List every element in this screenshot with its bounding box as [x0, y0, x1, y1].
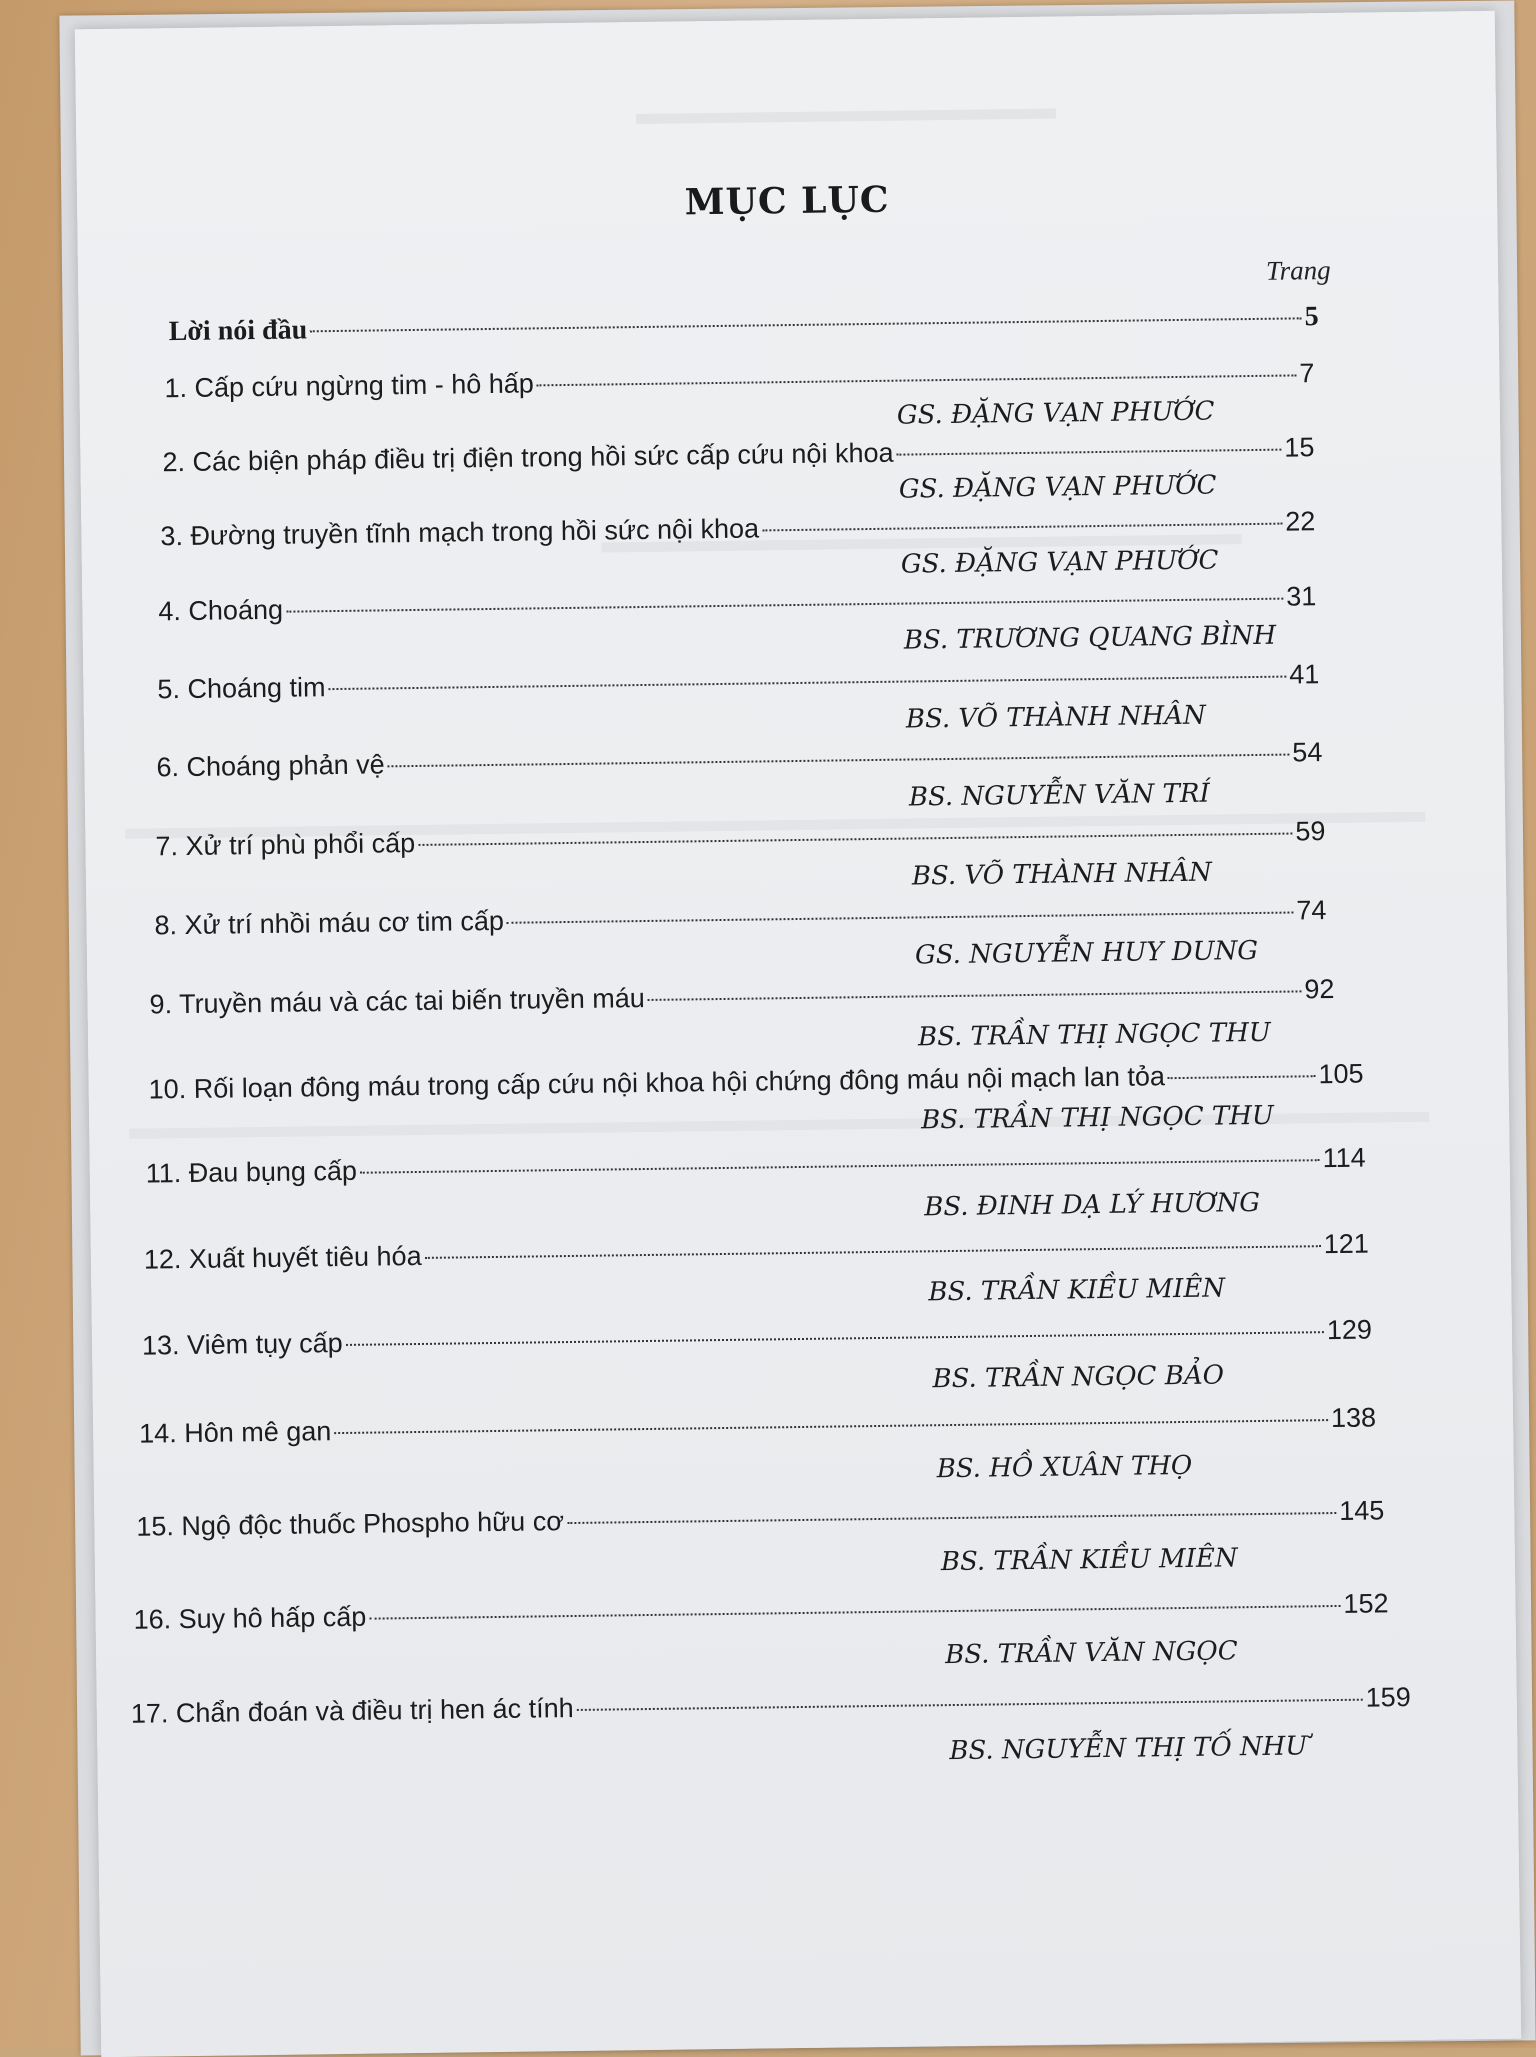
toc-entry-author: GS. ĐẶNG VẠN PHƯỚC	[898, 470, 1217, 505]
dot-leader	[762, 523, 1282, 532]
toc-entry-author: BS. NGUYỄN VĂN TRÍ	[908, 778, 1210, 813]
toc-entry-title: 2. Các biện pháp điều trị điện trong hồi sức cấp cứu nội khoa	[162, 437, 894, 478]
toc-entry-title: 3. Đường truyền tĩnh mạch trong hồi sức nội khoa	[160, 513, 760, 552]
toc-entry-author: BS. ĐINH DẠ LÝ HƯƠNG	[924, 1187, 1261, 1223]
toc-entry-author: BS. HỒ XUÂN THỌ	[936, 1450, 1193, 1485]
toc-entry-page: 129	[1326, 1314, 1373, 1346]
toc-entry	[136, 1495, 1384, 1542]
toc-entry-title: 14. Hôn mê gan	[138, 1416, 332, 1449]
toc-entry-author: BS. TRẦN KIỀU MIÊN	[928, 1273, 1226, 1308]
toc-entry-author: GS. ĐẶNG VẠN PHƯỚC	[900, 545, 1219, 580]
toc-entry-title: 7. Xử trí phù phổi cấp	[155, 827, 416, 862]
toc-entry-page: 54	[1292, 737, 1323, 768]
dot-leader	[388, 754, 1290, 768]
toc-entry-title: 13. Viêm tụy cấp	[141, 1327, 343, 1361]
toc-entry-page: 31	[1286, 581, 1317, 612]
toc-entry-title: 17. Chẩn đoán và điều trị hen ác tính	[130, 1692, 574, 1729]
toc-entry-page: 145	[1339, 1495, 1385, 1526]
toc-entry	[149, 974, 1334, 1021]
toc-entry-title: 4. Choáng	[158, 594, 284, 627]
toc-entry-author: BS. TRẦN NGỌC BẢO	[932, 1360, 1225, 1395]
toc-entry-page: 59	[1295, 816, 1326, 847]
dot-leader	[507, 912, 1294, 924]
document-page	[75, 11, 1521, 2057]
toc-entry-page: 138	[1330, 1402, 1377, 1434]
dot-leader	[334, 1419, 1328, 1434]
dot-leader	[329, 676, 1287, 691]
toc-entry-title: 5. Choáng tim	[157, 672, 326, 705]
page-column-label: Trang	[1265, 254, 1331, 286]
toc-entry-page: 159	[1365, 1682, 1411, 1713]
dot-leader	[648, 990, 1302, 1001]
dot-leader	[897, 449, 1282, 456]
toc-entry-title: 10. Rối loạn đông máu trong cấp cứu nội khoa hội chứng đông máu nội mạch lan tỏa	[148, 1061, 1166, 1105]
toc-entry-page: 121	[1323, 1228, 1369, 1260]
page-title: MỤC LỤC	[684, 178, 890, 224]
toc-entry-title: 15. Ngộ độc thuốc Phospho hữu cơ	[136, 1506, 565, 1542]
toc-entry	[155, 816, 1325, 862]
toc-entry-author: BS. TRẦN VĂN NGỌC	[944, 1636, 1238, 1671]
toc-entry	[144, 1229, 1369, 1276]
toc-entry-title: 9. Truyền máu và các tai biến truyền máu	[149, 983, 645, 1020]
dot-leader	[577, 1699, 1363, 1711]
dot-leader	[360, 1159, 1320, 1174]
toc-entry	[156, 737, 1322, 783]
toc-entry-page: 41	[1289, 659, 1320, 690]
toc-entry-title: 16. Suy hô hấp cấp	[133, 1601, 367, 1635]
toc-entry	[158, 581, 1316, 627]
toc-entry	[133, 1588, 1388, 1635]
toc-entry	[154, 895, 1326, 941]
toc-entry-page: 152	[1343, 1588, 1389, 1619]
dot-leader	[567, 1512, 1336, 1524]
toc-entry-title: 12. Xuất huyết tiêu hóa	[143, 1240, 422, 1275]
toc-entry-author: BS. VÕ THÀNH NHÂN	[911, 857, 1212, 892]
toc-entry	[142, 1315, 1372, 1362]
toc-entry-page: 7	[1299, 358, 1315, 389]
bleed-through-mark	[636, 109, 1056, 138]
dot-leader	[418, 833, 1292, 846]
dot-leader	[310, 317, 1301, 332]
toc-entry-page: 74	[1296, 895, 1327, 926]
toc-entry-author: BS. TRẦN KIỀU MIÊN	[940, 1543, 1238, 1578]
toc-entry-page: 22	[1285, 506, 1316, 537]
toc-entry-author: BS. TRẦN THỊ NGỌC THU	[920, 1100, 1275, 1136]
toc-entry-author: GS. ĐẶNG VẠN PHƯỚC	[896, 396, 1215, 431]
toc-entry-page: 15	[1284, 432, 1315, 463]
toc-entry-author: BS. VÕ THÀNH NHÂN	[905, 700, 1206, 735]
toc-entry	[148, 1059, 1363, 1106]
dot-leader	[537, 374, 1297, 386]
dot-leader	[425, 1245, 1321, 1259]
toc-entry-title: 1. Cấp cứu ngừng tim - hô hấp	[164, 368, 535, 404]
toc-entry-title: 8. Xử trí nhồi máu cơ tim cấp	[154, 905, 505, 941]
toc-entry-page: 92	[1304, 973, 1335, 1005]
toc-entry-title: Lời nói đầu	[168, 314, 308, 348]
dot-leader	[1168, 1075, 1316, 1079]
toc-entry	[169, 301, 1319, 348]
toc-entry-author: BS. TRƯƠNG QUANG BÌNH	[903, 620, 1277, 656]
toc-entry-author: BS. TRẦN THỊ NGỌC THU	[917, 1017, 1271, 1053]
toc-entry-title: 11. Đau bụng cấp	[145, 1155, 358, 1189]
toc-entry-author: BS. NGUYỄN THỊ TỐ NHƯ	[949, 1731, 1308, 1767]
toc-entry-page: 114	[1322, 1142, 1366, 1174]
toc-entry	[157, 659, 1319, 705]
toc-entry-author: GS. NGUYỄN HUY DUNG	[914, 935, 1259, 971]
toc-entry-page: 105	[1318, 1058, 1364, 1090]
toc-entry-page: 5	[1304, 301, 1319, 333]
dot-leader	[346, 1331, 1324, 1346]
toc-entry	[139, 1402, 1376, 1449]
dot-leader	[286, 598, 1283, 613]
toc-entry	[131, 1682, 1411, 1730]
toc-entry-title: 6. Choáng phản vệ	[156, 749, 385, 783]
dot-leader	[369, 1605, 1340, 1620]
